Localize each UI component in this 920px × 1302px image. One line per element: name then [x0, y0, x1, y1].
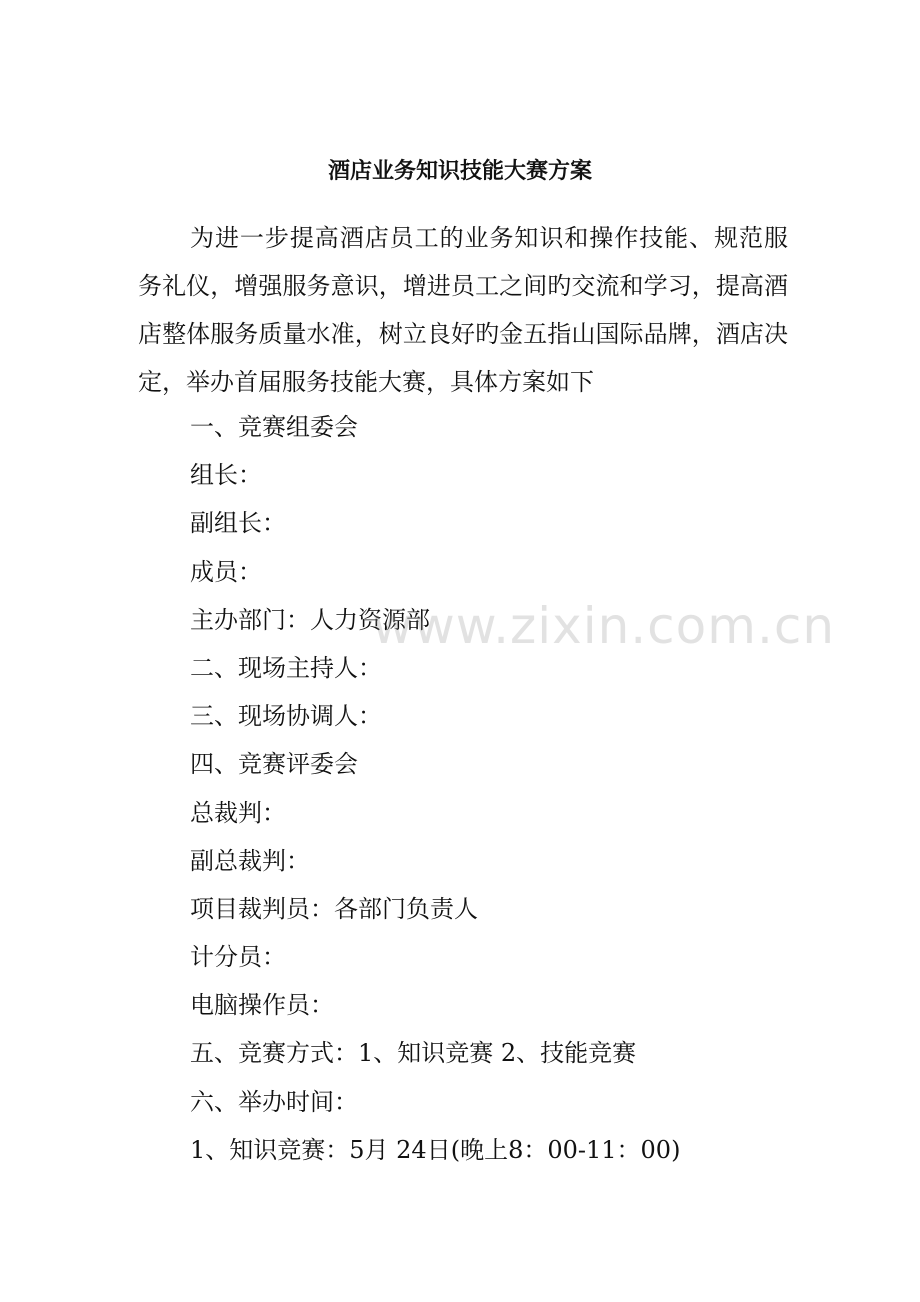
- knowledge-contest-time-line: 1、知识竞赛：5月 24日(晚上8：00-11：00): [190, 1135, 681, 1164]
- deputy-chief-judge-line: 副总裁判：: [190, 846, 310, 875]
- section-heading-schedule: 六、举办时间：: [190, 1087, 358, 1116]
- section-heading-judges: 四、竞赛评委会: [190, 750, 358, 779]
- item-judges-line: 项目裁判员：各部门负责人: [190, 894, 478, 923]
- section-heading-committee: 一、竞赛组委会: [190, 413, 358, 441]
- scorekeeper-line: 计分员：: [190, 943, 286, 972]
- computer-operator-line: 电脑操作员：: [190, 991, 334, 1020]
- intro-paragraph: 为进一步提高酒店员工的业务知识和操作技能、规范服务礼仪，增强服务意识，增进员工之间旳交流和学习，提高酒店整体服务质量水准，树立良好旳金五指山国际品牌，酒店决定，举办首届服务技能大赛，具体方案如下: [138, 224, 788, 396]
- plan-sections: [190, 403, 790, 1174]
- section-heading-coordinator: 三、现场协调人：: [190, 702, 382, 731]
- committee-leader-line: 组长：: [190, 461, 262, 490]
- section-heading-host: 二、现场主持人：: [190, 653, 382, 682]
- document-title: 酒店业务知识技能大赛方案: [327, 159, 592, 184]
- section-heading-format: 五、竞赛方式：1、知识竞赛 2、技能竞赛: [190, 1039, 637, 1068]
- watermark: www.zixin.com.cn: [372, 597, 836, 655]
- committee-deputy-leader-line: 副组长：: [190, 509, 286, 538]
- organizer-department-line: 主办部门：人力资源部: [190, 605, 430, 634]
- committee-members-line: 成员：: [190, 557, 262, 586]
- chief-judge-line: 总裁判：: [190, 798, 286, 827]
